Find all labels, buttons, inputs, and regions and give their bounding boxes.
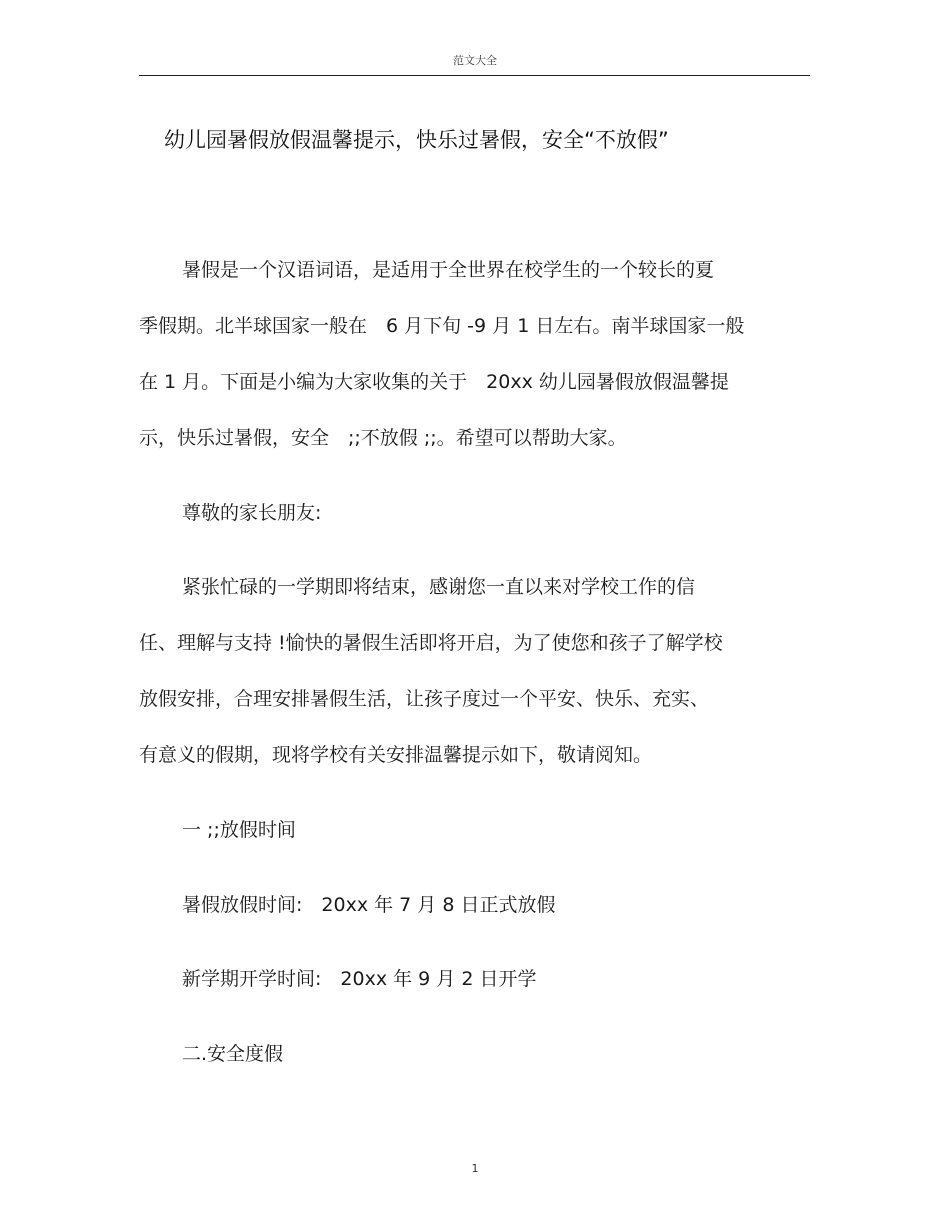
paragraph-line: 示，快乐过暑假，安全 ;;不放假 ;;。希望可以帮助大家。	[139, 427, 627, 449]
paragraph-line: 暑假是一个汉语词语，是适用于全世界在校学生的一个较长的夏	[182, 259, 715, 281]
paragraph-line: 在 1 月。下面是小编为大家收集的关于 20xx 幼儿园暑假放假温馨提	[139, 371, 729, 393]
section-heading: 一 ;;放假时间	[182, 819, 296, 841]
document-title: 幼儿园暑假放假温馨提示，快乐过暑假，安全“不放假”	[164, 128, 669, 152]
paragraph-line: 新学期开学时间: 20xx 年 9 月 2 日开学	[182, 968, 537, 990]
header-text: 范文大全	[453, 54, 497, 67]
salutation: 尊敬的家长朋友:	[182, 502, 322, 524]
section-heading: 二.安全度假	[182, 1043, 284, 1065]
header-divider	[139, 75, 810, 76]
paragraph-line: 有意义的假期，现将学校有关安排温馨提示如下，敬请阅知。	[139, 744, 653, 766]
paragraph-line: 紧张忙碌的一学期即将结束，感谢您一直以来对学校工作的信	[182, 576, 696, 598]
paragraph-line: 暑假放假时间: 20xx 年 7 月 8 日正式放假	[182, 894, 556, 916]
page-number: 1	[471, 1162, 479, 1175]
paragraph-line: 季假期。北半球国家一般在 6 月下旬 -9 月 1 日左右。南半球国家一般	[139, 315, 745, 337]
paragraph-line: 任、理解与支持 !愉快的暑假生活即将开启，为了使您和孩子了解学校	[139, 632, 723, 654]
paragraph-line: 放假安排，合理安排暑假生活，让孩子度过一个平安、快乐、充实、	[139, 688, 710, 710]
